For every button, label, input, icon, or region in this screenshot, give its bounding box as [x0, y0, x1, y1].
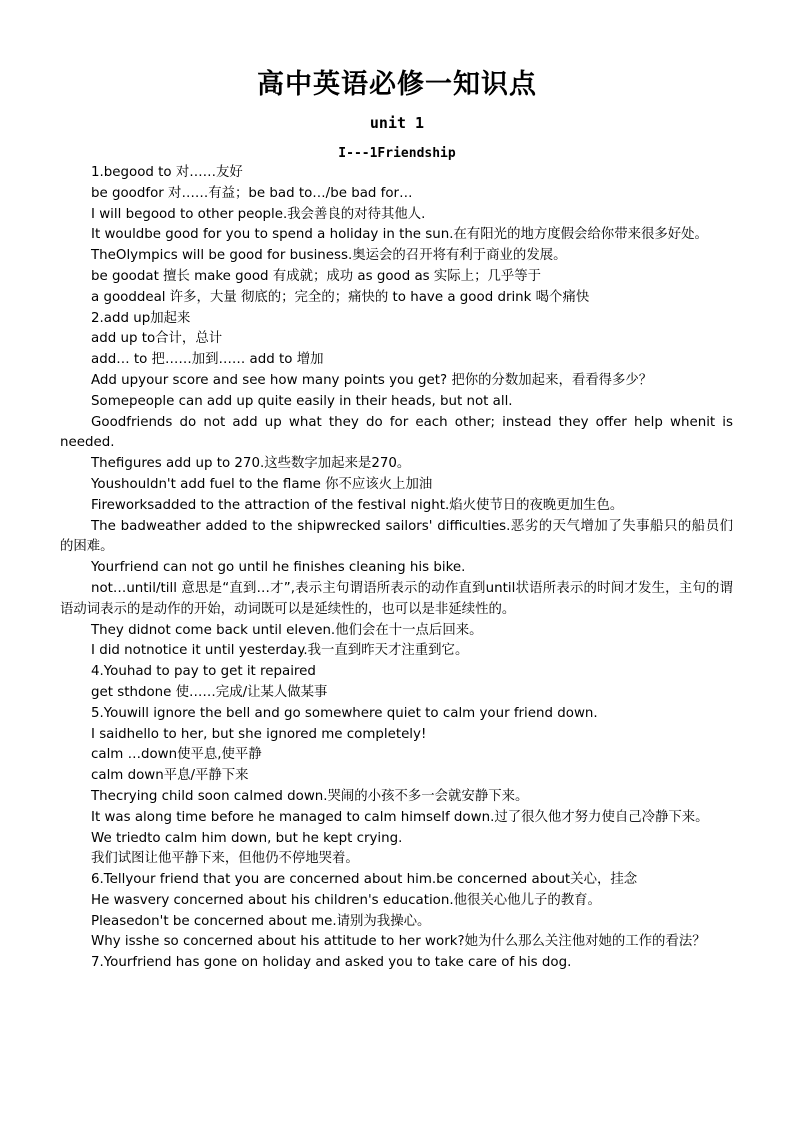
body-line: be goodfor 对……有益；be bad to…/be bad for… — [91, 185, 413, 201]
body-line: Why isshe so concerned about his attitude to her work?她为什么那么关注他对她的工作的看法？ — [91, 934, 706, 950]
document-title: 高中英语必修一知识点 — [257, 69, 537, 100]
body-line: Youshouldn't add fuel to the flame 你不应该火上加油 — [91, 476, 433, 492]
body-line: Pleasedon't be concerned about me.请别为我操心。 — [91, 913, 431, 929]
body-line: a gooddeal 许多，大量 彻底的；完全的；痛快的 to have a good drink 喝个痛快 — [91, 289, 590, 305]
body-line: They didnot come back until eleven.他们会在十一点后回来。 — [91, 622, 483, 638]
body-line: calm …down使平息,使平静 — [91, 747, 262, 763]
body-line: Yourfriend can not go until he finishes cleaning his bike. — [91, 560, 466, 576]
body-line: I saidhello to her, but she ignored me completely! — [91, 726, 427, 742]
body-line: It wouldbe good for you to spend a holiday in the sun.在有阳光的地方度假会给你带来很多好处。 — [91, 227, 708, 243]
body-line: 1.begood to 对……友好 — [91, 165, 243, 180]
body-line: I will begood to other people.我会善良的对待其他人. — [91, 206, 426, 222]
body-line: Fireworksadded to the attraction of the festival night.焰火使节日的夜晚更加生色。 — [91, 497, 624, 513]
unit-heading: unit 1 — [369, 114, 425, 132]
body-line: get sthdone 使……完成/让某人做某事 — [91, 684, 328, 700]
body-line: 我们试图让他平静下来，但他仍不停地哭着。 — [91, 851, 359, 867]
body-line: He wasvery concerned about his children's education.他很关心他儿子的教育。 — [91, 892, 601, 908]
body-line: add… to 把……加到…… add to 增加 — [91, 352, 324, 368]
body-line: Thefigures add up to 270.这些数字加起来是270。 — [91, 456, 411, 472]
body-line: add up to合计，总计 — [91, 331, 223, 347]
body-line: It was along time before he managed to calm himself down.过了很久他才努力使自己冷静下来。 — [91, 809, 709, 825]
body-line: Somepeople can add up quite easily in their heads, but not all. — [91, 393, 513, 409]
body-line: 5.Youwill ignore the bell and go somewhere quiet to calm your friend down. — [91, 705, 598, 721]
body-line: We triedto calm him down, but he kept crying. — [91, 830, 403, 846]
body-line: not…until/till 意思是“直到…才”,表示主句谓语所表示的动作直到until状语所表示的时间才发生，主句的谓语动词表示的是动作的开始，动词既可以是延续性的，也可以是非延续性的。 — [60, 580, 733, 617]
document-body — [60, 163, 733, 974]
body-line: Add upyour score and see how many points you get? 把你的分数加起来，看看得多少？ — [91, 372, 653, 388]
body-line: Goodfriends do not add up what they do for each other; instead they offer help whenit is needed. — [60, 414, 733, 451]
body-line: 6.Tellyour friend that you are concerned about him.be concerned about关心，挂念 — [91, 872, 638, 888]
body-line: 4.Youhad to pay to get it repaired — [91, 664, 316, 680]
body-line: 2.add up加起来 — [91, 310, 191, 326]
body-line: calm down平息/平静下来 — [91, 768, 249, 784]
body-line: TheOlympics will be good for business.奥运会的召开将有利于商业的发展。 — [91, 248, 567, 264]
body-line: be goodat 擅长 make good 有成就；成功 as good as 实际上；几乎等于 — [91, 268, 542, 284]
body-line: Thecrying child soon calmed down.哭闹的小孩不多一会就安静下来。 — [91, 788, 529, 804]
body-line: I did notnotice it until yesterday.我一直到昨天才注重到它。 — [91, 643, 469, 659]
body-line: 7.Yourfriend has gone on holiday and asked you to take care of his dog. — [91, 955, 572, 971]
body-line: The badweather added to the shipwrecked sailors' difficulties.恶劣的天气增加了失事船只的船员们的困难。 — [60, 518, 733, 555]
section-heading: I---1Friendship — [338, 146, 456, 161]
